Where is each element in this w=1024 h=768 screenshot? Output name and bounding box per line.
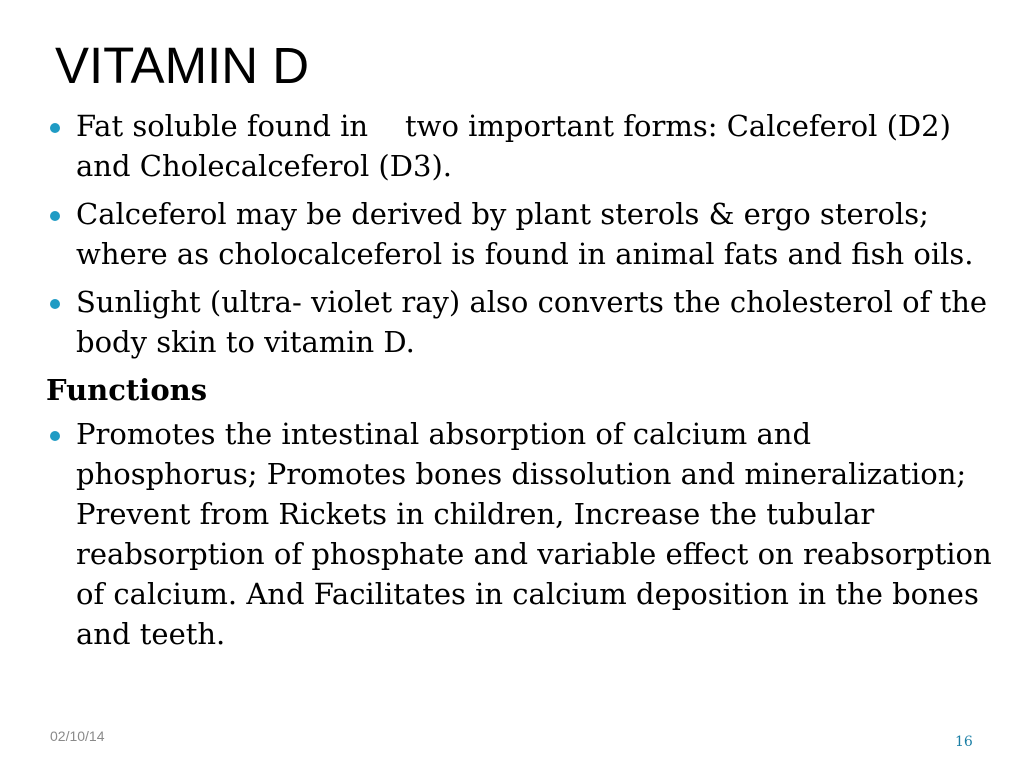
bullet-text: Calceferol may be derived by plant sterols & ergo sterols; where as cholocalceferol is found in animal fats and fish oils.	[76, 197, 974, 271]
bullet-text: Fat soluble found in two important forms: Calceferol (D2) and Cholecalceferol (D3).	[76, 109, 951, 183]
bullet-item	[46, 414, 996, 654]
functions-heading: Functions	[46, 373, 208, 407]
bullet-dot-icon	[50, 431, 60, 441]
bullet-dot-icon	[50, 299, 60, 309]
bullet-item	[46, 194, 996, 274]
slide-body	[46, 106, 996, 662]
page-number: 16	[955, 734, 973, 750]
bullet-dot-icon	[50, 123, 60, 133]
bullet-text: Sunlight (ultra- violet ray) also converts the cholesterol of the body skin to vitamin D.	[76, 285, 988, 359]
bullet-dot-icon	[50, 211, 60, 221]
footer-date: 02/10/14	[50, 728, 105, 744]
bullet-item	[46, 282, 996, 362]
slide-title: VITAMIN D	[55, 37, 310, 94]
bullet-text: Promotes the intestinal absorption of calcium and phosphorus; Promotes bones dissolution and mineralization; Prevent from Rickets in children, Increase the tubular reabsorption of phosphate and variable effect on reabsorption of calcium. And Facilitates in calcium deposition in the bones and teeth.	[76, 417, 992, 651]
bullet-item	[46, 106, 996, 186]
